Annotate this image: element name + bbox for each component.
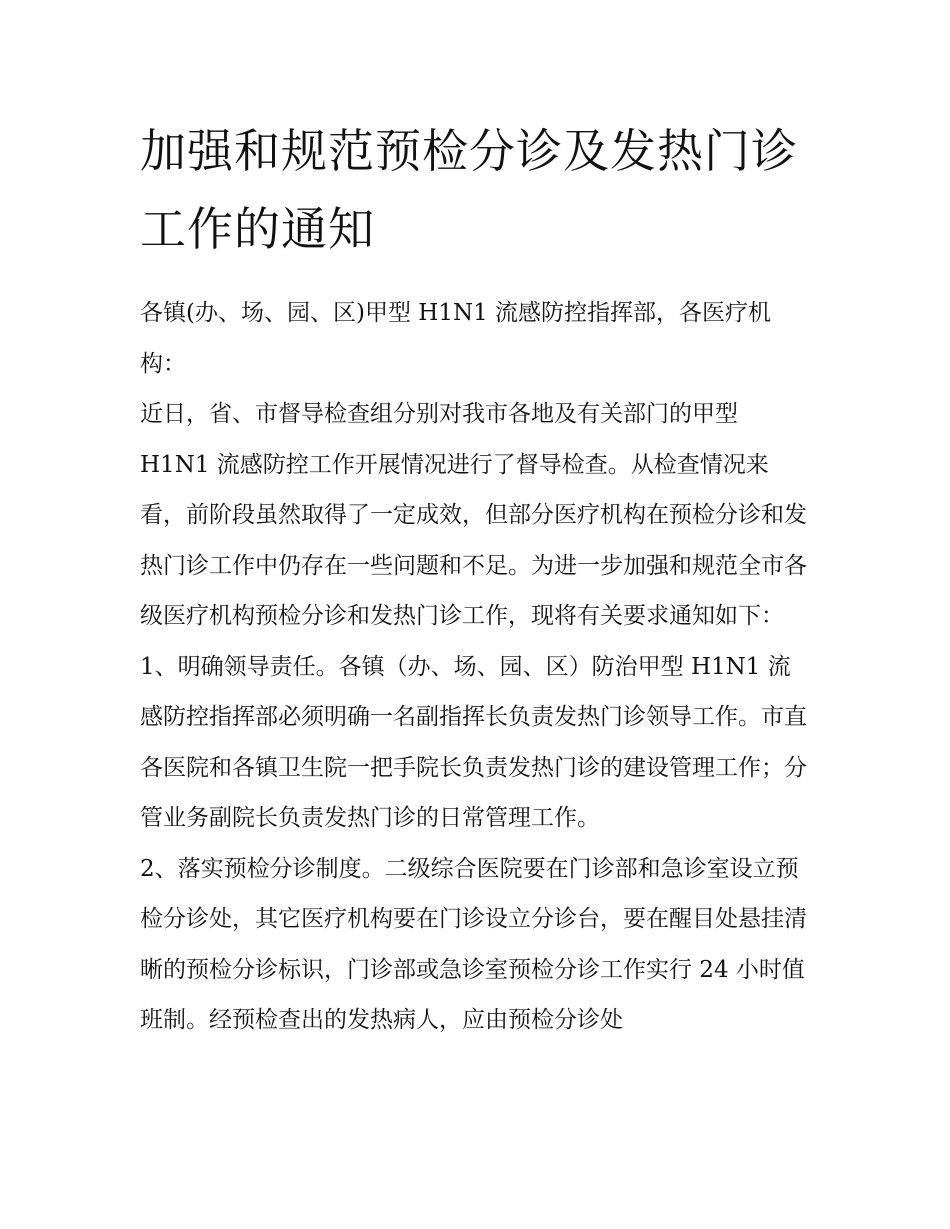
item-1-paragraph: 1、明确领导责任。各镇（办、场、园、区）防治甲型 H1N1 流感防控指挥部必须明确一名副指挥长负责发热门诊领导工作。市直各医院和各镇卫生院一把手院长负责发热门诊的建设管理工作；分管业务副院长负责发热门诊的日常管理工作。 [140,653,807,831]
intro-paragraph: 近日，省、市督导检查组分别对我市各地及有关部门的甲型 H1N1 流感防控工作开展情况进行了督导检查。从检查情况来看，前阶段虽然取得了一定成效，但部分医疗机构在预检分诊和发热门诊工作中仍存在一些问题和不足。为进一步加强和规范全市各级医疗机构预检分诊和发热门诊工作，现将有关要求通知如下： [140,401,807,629]
document-title: 加强和规范预检分诊及发热门诊工作的通知 [140,124,798,256]
item-2-paragraph: 2、落实预检分诊制度。二级综合医院要在门诊部和急诊室设立预检分诊处，其它医疗机构要在门诊设立分诊台，要在醒目处悬挂清晰的预检分诊标识，门诊部或急诊室预检分诊工作实行 24 小时值班制。经预检查出的发热病人，应由预检分诊处 [140,855,807,1033]
addressee-paragraph: 各镇(办、场、园、区)甲型 H1N1 流感防控指挥部，各医疗机构： [140,300,772,377]
document-page [140,112,812,1046]
